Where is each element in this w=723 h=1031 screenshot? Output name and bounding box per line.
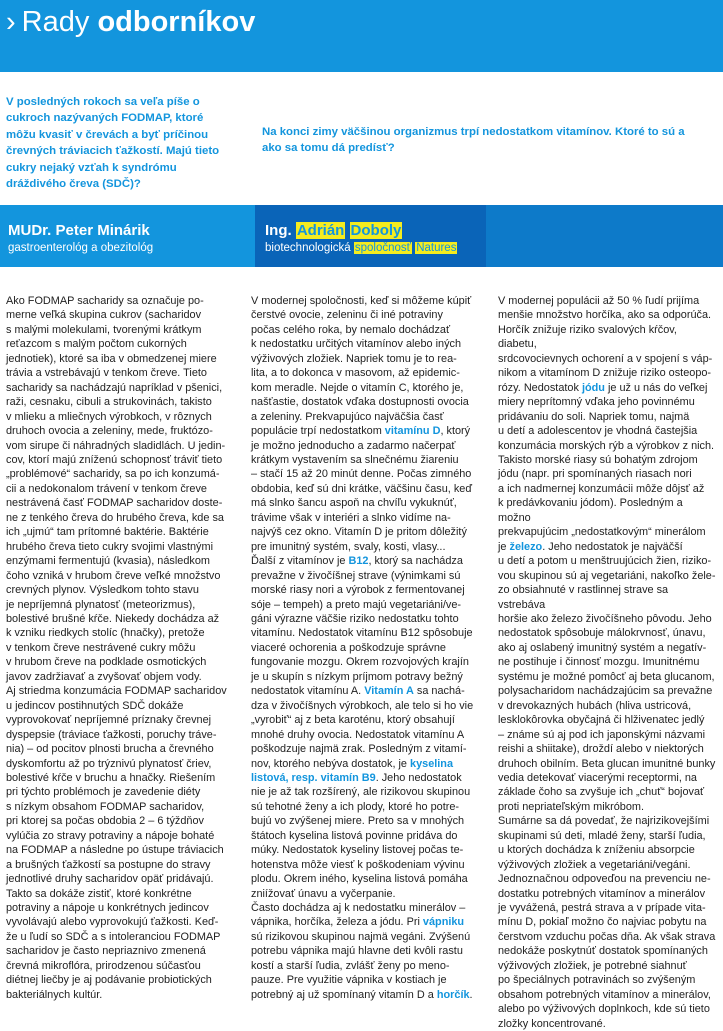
author-1-name: MUDr. Peter Minárik — [8, 222, 150, 239]
text-run: . Jeho nedostatok je najväčší u detí a potom u menštruujúcich žien, riziko- vou skupinou sú aj vegetariáni, nakoľko želе- zo obsiahnuté v rastlinnej strave sa vstrebáva horšie ako železo živočíšneho pôvodu. Jeho nedostatok spôsobuje málokrvnosť, únavu, ako aj oslabený imunitný systém a negatív- ne postihuje i činnosť mozgu. Imunitnému systému je možné pomôcť aj beta glucanom, polysacharidom nachádzajúcim sa prevažne v drevokazných hubách (hliva ustricová, lesklokôrovka obyčajná či hlživenatec jedlý – známe sú aj pod ich japonskými názvami reishi a shiitake), droždí alebo v niektorých druhoch obilním. Beta glucan imunitné bunky vedia detekovať viacerými receptormi, na základe čoho sa zvyšuje ich „chuť“ bojovať proti nepriateľským mikróbom. Sumárne sa dá povedať, že najrizikovejšími skupinami sú deti, mladé ženy, starší ľudia, u ktorých dochádza k zníženiu absorpcie výživových zložiek a vegetariáni/vegáni. Jednoznačnou odpoveďou na prevenciu ne- dostatku potrebných vitamínov a minerálov je vyvážená, pestrá strava a v prípade vita- mínu D, pokiaľ možno čo najviac pobytu na čerstvom vzduchu počas dňa. Ak však strava nedokáže poskytnúť dostatok spomínaných výživových zložiek, je potrebné siahnuť po špeciálnych potravinách so zvýšeným obsahom potrebných vitamínov a minerálov, alebo po výživových doplnkoch, kde sú tieto zložky koncentrované. — [498, 540, 716, 1030]
question-fodmap: V posledných rokoch sa veľa píše o cukroch nazývaných FODMAP, ktoré môžu kvasiť v črevách a byť príčinou črevných tráviacich ťažkostí. Majú tieto cukry nejaký vzťah k syndrómu dráždivého čreva (SDČ)? — [6, 96, 220, 191]
text-run: sú rizikovou skupinou najmä vegáni. Zvýšenú potrebu vápnika majú hlavne deti kvôli rastu kostí a starší ľudia, zvlášť ženy po meno- pauze. Pre využitie vápnika v kostiach je potrebný aj už spomínaný vitamín D a — [251, 930, 471, 1001]
chevron-right-icon: › — [6, 6, 16, 38]
author-2-role-word-2: spoločnosť — [354, 242, 411, 254]
title-bold: odborníkov — [97, 6, 256, 38]
column-vitamins-answer-2 — [498, 294, 718, 1031]
keyword-iron: železo — [509, 540, 543, 553]
question-vitamins: Na konci zimy väčšinou organizmus trpí nedostatkom vitamínov. Ktoré to sú a ako sa tomu dá predísť? — [262, 126, 685, 155]
text-run: . Jeho nedostatok nie je až tak rozšírený, ale rizikovou skupinou sú tehotné ženy a ich plody, ktoré ho potre- bujú vo zvýšenej miere. Preto sa v mnohých štátoch kyselina listová povinne pridáva do múky. Nedostatok kyseliny listovej počas te- hotenstva môže viesť k poškodeniam vývinu plodu. Okrem iného, kyselina listová pomáha zniížovať únavu a vyčerpanie. Často dochádza aj k nedostatku minerálov – vápnika, horčíka, železa a jódu. Pri — [251, 771, 471, 929]
keyword-b12: B12 — [348, 555, 369, 568]
author-2-first-name: Adrián — [296, 222, 345, 239]
author-2-role — [265, 241, 457, 255]
author-band-dark-block-right — [486, 205, 723, 267]
author-2-role-word-3: Natures — [416, 242, 457, 254]
author-2-role-word-1: biotechnologická — [265, 242, 351, 254]
keyword-iodine: jódu — [581, 381, 605, 394]
keyword-vitamin-d: vitamínu D — [384, 425, 441, 438]
text-run: V modernej spoločnosti, keď si môžeme kúpiť čerstvé ovocie, zeleninu či iné potraviny počas celého roka, by nemalo dochádzať k nedostatku určitých vitamínov alebo iných výživových zložiek. Napriek tomu je to rea- lita, a to dokonca v masovom, až epidemic- kom meradle. Nejde o vitamín C, ktorého je, našťastie, dostatok vďaka dostupnosti ovocia a zeleniny. Prekvapujúco najväčšia časť populácie trpí nedostatkom — [251, 295, 472, 438]
keyword-folic-acid: kyselina listová, resp. vitamín B9 — [251, 757, 454, 784]
text-run: . — [469, 988, 473, 1001]
text-run: V modernej populácii až 50 % ľudí prijíma menšie množstvo horčíka, ako sa odporúča. Horčík znižuje riziko svalových kŕčov, diabetu, srdcovocievnych ochorení a v spojení s váp- nikom a vitamínom D znižuje riziko osteopo- rózy. Nedostatok — [498, 295, 713, 394]
column-3-text — [498, 294, 718, 1031]
keyword-calcium: vápniku — [422, 916, 465, 929]
text-run: je už u nás do veľkej miery neprítomný vďaka jeho povinnému pridávaniu do soli. Napriek tomu, najmä u detí a adolescentov je vhodná častejšia konzumácia morských rýb a výrobkov z nich. Takisto morské riasy sú bohatým zdrojom jódu (napr. pri spomínaných riasach nori a ich nadmernej konzumácii môže dôjsť až k predávkovaniu jódom). Posledným a možno prekvapujúcim „nedostatkovým“ minerálom je — [498, 381, 715, 553]
title-light: Rady — [21, 6, 90, 38]
column-fodmap-answer — [6, 294, 230, 1002]
author-2 — [265, 222, 457, 255]
column-2-text — [251, 294, 477, 1002]
keyword-vitamin-a: Vitamín A — [364, 685, 414, 698]
text-run: , ktorý je možno jednoducho a zadarmo načerpať krátkym vystavením sa slnečnému žiareniu – stačí 15 až 20 minút denne. Počas zimného obdobia, keď sú dni krátke, väčšinu času, keď má slnko šancu aspoň na chvíľu vykuknúť, trávime však v interiéri a slnko vidíme na- najvýš cez okno. Vitamín D je pritom dôležitý pre imunitný systém, svaly, kosti, vlasy... Ďalší z vitamínov je — [251, 425, 473, 568]
author-2-prefix: Ing. — [265, 222, 292, 239]
text-run: sa nachá- dza v živočíšnych výrobkoch, ale telo si ho vie „vyrobiť“ aj z beta karoténu, ktorý obsahují mnohé druhy ovocia. Nedostatok vitamínu A poškodzuje najmä zrak. Posledným z vitamí- nov, ktorého nebýva dostatok, je — [251, 685, 474, 770]
author-1-role: gastroenterológ a obezitológ — [8, 242, 154, 254]
keyword-magnesium: horčík — [436, 988, 470, 1001]
author-2-last-name: Doboly — [350, 222, 402, 239]
text-run: , ktorý sa nachádza prevažne v živočíšnej strave (výnimkami sú morské riasy nori a výrobok z fermentovanej sóje – tempeh) a preto majú vegetariáni/ve- gáni výrazne väčšie riziko nedostatku tohto vitamínu. Nedostatok vitamínu B12 spôsobuje viaceré ochorenia a poškodzuje správne fungovanie mozgu. Okrem rozvojových krajín je u skupín s nízkym príjmom potravy bežný nedostatok vitamínu A. — [251, 555, 473, 698]
column-vitamins-answer-1 — [251, 294, 477, 1002]
author-1 — [8, 222, 153, 255]
page-title — [6, 3, 255, 41]
author-2-name — [265, 222, 457, 240]
column-1-text: Ako FODMAP sacharidy sa označuje po- merne veľká skupina cukrov (sacharidov s malými molekulami, tvorenými krátkym reťazcom s malým počtom cukorných jednotiek), ktoré sa iba v obmedzenej miere trávia a vstrebávajú v tenkom čreve. Tieto sacharidy sa nachádzajú napríklad v pšenici, raži, cesnaku, cibuli a strukovinách, takisto v mlieku a mliečnych výrobkoch, v rôznych druhoch ovocia a zeleniny, mede, fruktózo- vom sirupe či náhradných sladidlách. U jedin- cov, ktorí majú zníženú schopnosť tráviť tieto „problémové“ sacharidy, sa po ich konzumá- cii a nedokonalom trávení v tenkom čreve nestrávená časť FODMAP sacharidov doste- ne z tenkého čreva do hrubého čreva, kde sa ich „ujmú“ tam prítomné baktérie. Baktérie hrubého čreva tieto cukry svojimi vlastnými enzýmami fermentujú (kvasia), následkom čoho vzniká v hrubom čreve veľké množstvo crevných plynov. Výsledkom tohto stavu je nepríjemná plynatosť (meteorizmus), bolestivé brušné kŕče. Niekedy dochádza až k vzniku riedkych stolíc (hnačky), pretože v tenkom čreve nestrávené cukry môžu v hrubom čreve na podklade osmotických javov zadržiavať a zvyšovať objem vody. Aj striedma konzumácia FODMAP sacharidov u jedincov postihnutých SDČ dokáže vyprovokovať nepríjemné príznaky črevnej dyspepsie (tráviace ťažkosti, poruchy tráve- nia) – od pocitov plnosti brucha a črevného dyskomfortu až po trýznivú plynatosť čriev, bolestivé kŕče v bruchu a hnačky. Riešením pri týchto problémoch je zavedenie diéty s nízkym obsahom FODMAP sacharidov, pri ktorej sa počas obdobia 2 – 6 týždňov vylúčia zo stravy potraviny a nápoje bohaté na FODMAP a následne po ústupe tráviacich a brušných ťažkostí sa postupne do stravy jednotlivé druhy sacharidov opäť pridávajú. Takto sa dokáže zistiť, ktoré konkrétne potraviny a nápoje u konkrétnych jedincov vyvolávajú alebo vyprovokujú ťažkosti. Keď- že u ľudí so SDČ a s intoleranciou FODMAP sacharidov je často nepriaznivo zmenená črevná mikroflóra, prirodzenou súčasťou diétnej liečby je aj podávanie probiotických bakteriálnych kultúr. — [6, 295, 227, 1001]
